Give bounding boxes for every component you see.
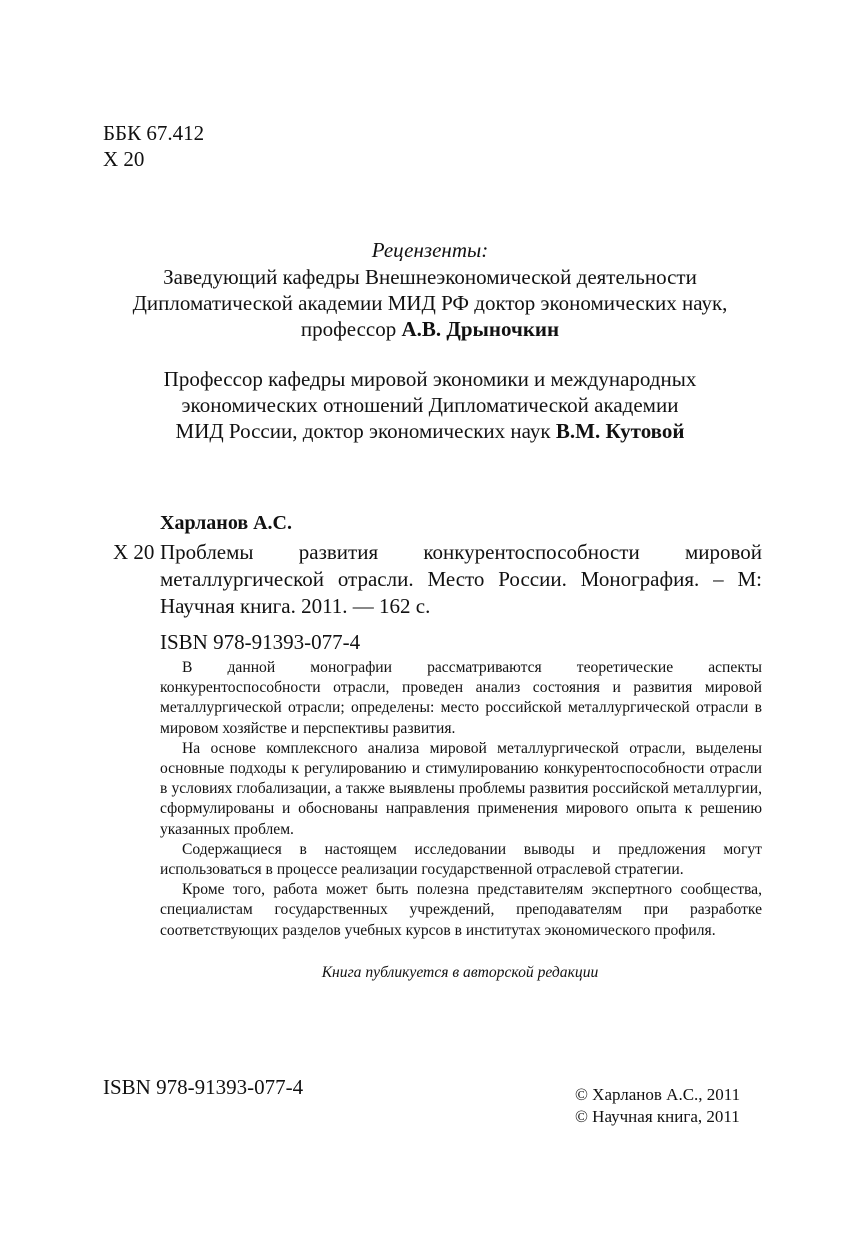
footer-isbn: ISBN 978-91393-077-4 xyxy=(103,1075,304,1099)
reviewer-2-line1: Профессор кафедры мировой экономики и международных xyxy=(163,367,697,391)
abstract-paragraph-2: На основе комплексного анализа мировой металлургической отрасли, выделены основные подходы к регулированию и стимулированию конкурентоспособности отрасли в условиях глобализации, а также выявлены проблемы развития российской металлургии, сформулированы и обоснованы направления применения мирового опыта к решению указанных проблем. xyxy=(160,739,762,838)
reviewer-2-title: МИД России, доктор экономических наук xyxy=(175,419,556,443)
reviewers-title: Рецензенты: xyxy=(371,238,489,262)
copyright-publisher: © Научная книга, 2011 xyxy=(575,1107,740,1126)
reviewer-2-line2: экономических отношений Дипломатической академии xyxy=(181,393,679,417)
abstract xyxy=(160,658,762,941)
abstract-paragraph-4: Кроме того, работа может быть полезна представителям экспертного сообщества, специалистам государственных учреждений, преподавателям при разработке соответствующих разделов учебных курсов в институтах экономического профиля. xyxy=(160,881,762,939)
catalog-author: Харланов А.С. xyxy=(160,512,293,534)
author-mark: Х 20 xyxy=(103,147,145,171)
reviewer-1-line2: Дипломатической академии МИД РФ доктор экономических наук, xyxy=(132,291,728,315)
publication-note: Книга публикуется в авторской редакции xyxy=(321,964,599,981)
catalog-isbn: ISBN 978-91393-077-4 xyxy=(160,630,361,654)
reviewer-2 xyxy=(60,366,800,444)
copyright-block xyxy=(575,1084,740,1128)
reviewer-1-line3 xyxy=(60,316,800,342)
catalog-code: Х 20 xyxy=(113,540,155,564)
reviewer-1-line1: Заведующий кафедры Внешнеэкономической деятельности xyxy=(163,265,697,289)
reviewer-2-line3 xyxy=(60,418,800,444)
abstract-paragraph-1: В данной монографии рассматриваются теоретические аспекты конкурентоспособности отрасли, проведен анализ состояния и развития мировой металлургической отрасли; определены: место российской металлургической отрасли в мировом хозяйстве и перспективы развития. xyxy=(160,659,762,737)
reviewer-1 xyxy=(60,264,800,342)
reviewer-1-name: А.В. Дрыночкин xyxy=(401,317,560,341)
reviewer-1-title: профессор xyxy=(300,317,402,341)
abstract-paragraph-3: Содержащиеся в настоящем исследовании выводы и предложения могут использоваться в процессе реализации государственной отраслевой стратегии. xyxy=(160,840,762,879)
bbk-code: ББК 67.412 xyxy=(103,121,205,145)
copyright-author: © Харланов А.С., 2011 xyxy=(575,1085,741,1104)
bbk-block xyxy=(103,120,204,172)
reviewer-2-name: В.М. Кутовой xyxy=(555,419,685,443)
catalog-description: Проблемы развития конкурентоспособности мировой металлургической отрасли. Место России. Монография. – М: Научная книга. 2011. — 162 с. xyxy=(160,540,762,618)
